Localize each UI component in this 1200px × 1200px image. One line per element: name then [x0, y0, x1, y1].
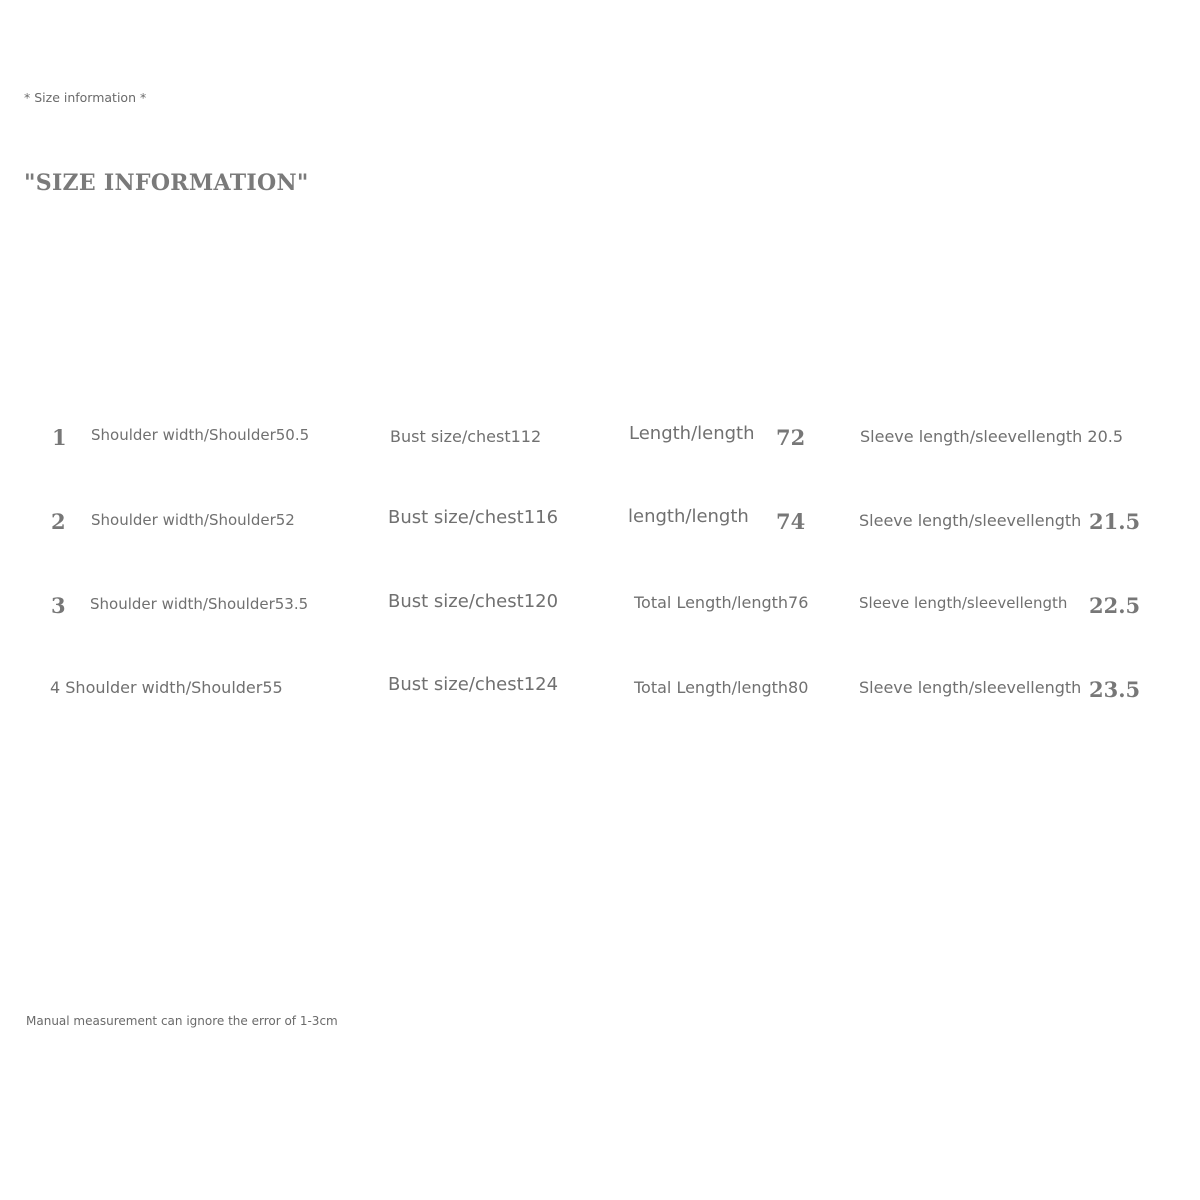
page-title: "SIZE INFORMATION": [24, 170, 309, 196]
sleeve-value: 23.5: [1089, 677, 1141, 702]
measurement-note: Manual measurement can ignore the error of 1-3cm: [26, 1014, 338, 1028]
sleeve-label: Sleeve length/sleevellength: [859, 678, 1082, 697]
sleeve-label: Sleeve length/sleevellength: [859, 511, 1082, 530]
length-measurement: Total Length/length76: [634, 593, 809, 612]
shoulder-measurement: Shoulder width/Shoulder52: [91, 511, 295, 529]
length-value: 72: [776, 425, 806, 450]
size-number: 1: [52, 425, 67, 450]
size-number: 3: [51, 593, 66, 618]
length-measurement: Total Length/length80: [634, 678, 809, 697]
sleeve-value: 22.5: [1089, 593, 1141, 618]
size-number: 2: [51, 509, 66, 534]
length-value: 74: [776, 509, 806, 534]
bust-measurement: Bust size/chest124: [388, 674, 559, 695]
size-shoulder-measurement: 4 Shoulder width/Shoulder55: [50, 678, 283, 697]
sleeve-label: Sleeve length/sleevellength: [859, 594, 1068, 612]
length-label: Length/length: [629, 423, 755, 444]
sleeve-value: 21.5: [1089, 509, 1141, 534]
bust-measurement: Bust size/chest120: [388, 591, 559, 612]
size-caption: * Size information *: [24, 90, 147, 105]
sleeve-measurement: Sleeve length/sleevellength 20.5: [860, 427, 1124, 446]
shoulder-measurement: Shoulder width/Shoulder53.5: [90, 595, 309, 613]
shoulder-measurement: Shoulder width/Shoulder50.5: [91, 426, 310, 444]
bust-measurement: Bust size/chest116: [388, 507, 559, 528]
bust-measurement: Bust size/chest112: [390, 427, 542, 446]
length-label: length/length: [628, 506, 749, 527]
